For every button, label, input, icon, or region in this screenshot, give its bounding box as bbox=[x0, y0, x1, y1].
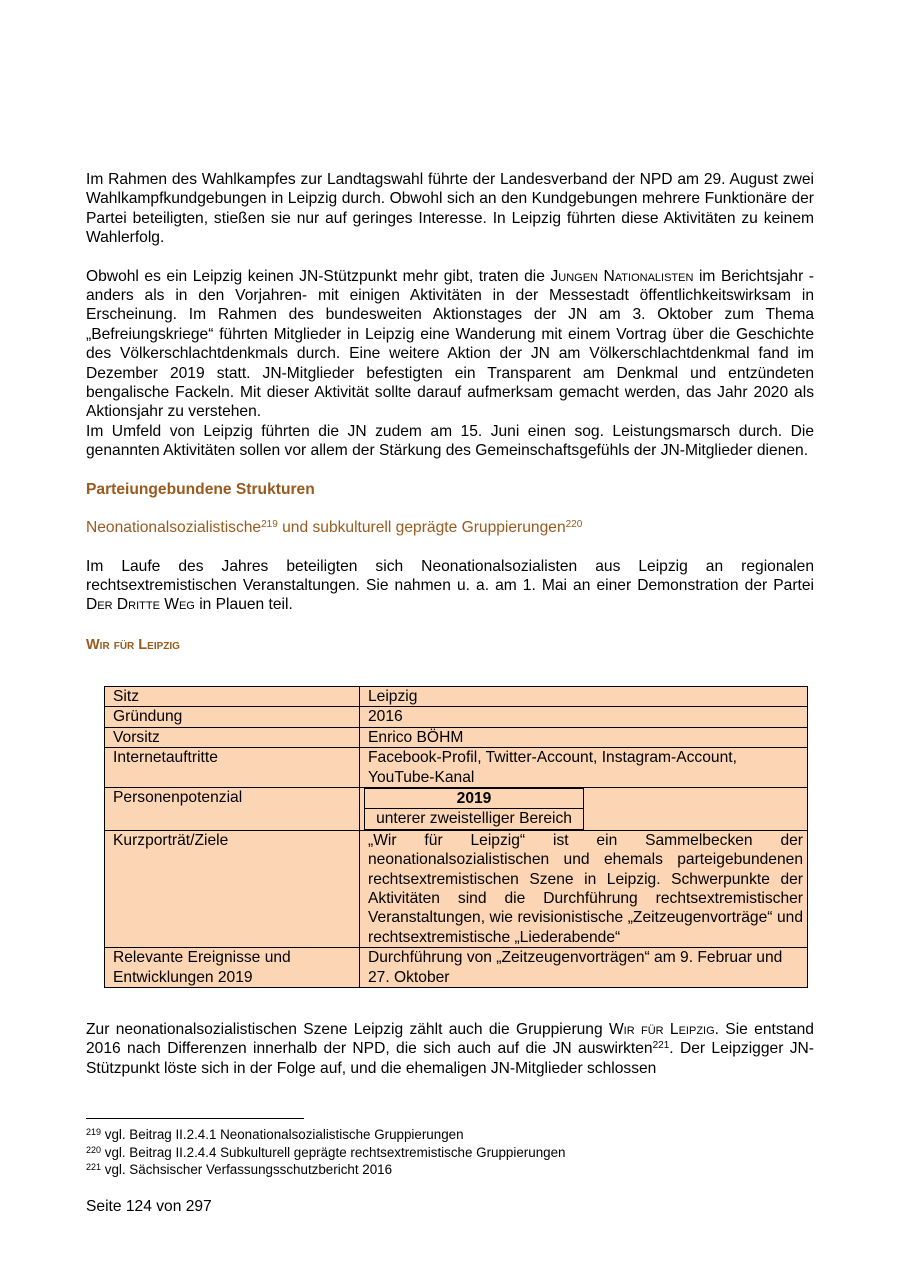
table-label: Personenpotenzial bbox=[105, 788, 360, 831]
paragraph-jn-aktivitaeten bbox=[86, 267, 814, 422]
personenpotenzial-table bbox=[364, 788, 584, 830]
personen-value: unterer zweistelliger Bereich bbox=[365, 809, 584, 829]
org-name-wir-fuer-leipzig: Wir für Leipzig bbox=[608, 1021, 715, 1038]
table-value: Leipzig bbox=[360, 687, 808, 707]
paragraph-text: in Plauen teil. bbox=[194, 596, 293, 614]
paragraph-text: Obwohl es ein Leipzig keinen JN-Stützpunkt mehr gibt, traten die bbox=[86, 267, 551, 285]
footnote-text: vgl. Beitrag II.2.4.4 Subkulturell geprägte rechtsextremistische Gruppierungen bbox=[101, 1144, 566, 1160]
paragraph-text: . Der Leipzigger JN-Stützpunkt löste sich in der Folge auf, und die ehemaligen JN-Mitglieder schlossen bbox=[86, 1040, 814, 1077]
table-label: Gründung bbox=[105, 707, 360, 727]
paragraph-text: . Sie entstand 2016 nach Differenzen innerhalb der NPD, die sich auch auf die JN auswirkten bbox=[86, 1021, 814, 1058]
personen-year: 2019 bbox=[365, 789, 584, 809]
footnote-text: vgl. Sächsischer Verfassungsschutzbericht 2016 bbox=[101, 1162, 393, 1178]
paragraph-wir-fuer-leipzig bbox=[86, 1020, 814, 1078]
footnote-ref-221: 221 bbox=[652, 1040, 670, 1052]
table-row bbox=[105, 748, 808, 788]
paragraph-regionale-veranstaltungen bbox=[86, 557, 814, 615]
footnote-number: 219 bbox=[86, 1127, 102, 1137]
table-row bbox=[105, 707, 808, 727]
page-number: Seite 124 von 297 bbox=[86, 1198, 212, 1215]
table-value: Enrico BÖHM bbox=[360, 727, 808, 747]
table-value: Durchführung von „Zeitzeugenvorträgen“ am 9. Februar und 27. Oktober bbox=[360, 948, 808, 988]
table-label: Vorsitz bbox=[105, 727, 360, 747]
table-row bbox=[105, 687, 808, 707]
org-title: Wir für Leipzig bbox=[86, 636, 180, 653]
footnote-ref-220: 220 bbox=[565, 519, 583, 531]
table-value bbox=[360, 788, 808, 831]
table-label: Kurzporträt/Ziele bbox=[105, 830, 360, 947]
footnote-ref-219: 219 bbox=[261, 519, 278, 531]
table-label: Sitz bbox=[105, 687, 360, 707]
paragraph-text: im Berichtsjahr -anders als in den Vorjahren- mit einigen Aktivitäten in der Messestadt öffentlichkeitswirksam in Erscheinung. Im Rahmen des bundesweiten Aktionstages der JN am 3. Oktober zum Thema „Befreiungskriege“ führten Mitglieder in Leipzig eine Wanderung mit einem Vortrag über die Geschichte des Völkerschlachtdenkmals durch. Eine weitere Aktion der JN am Völkerschlachtdenkmal fand im Dezember 2019 statt. JN-Mitglieder befestigten ein Transparent am Denkmal und entzündeten bengalische Fackeln. Mit dieser Aktivität sollte darauf aufmerksam gemacht werden, das Jahr 2020 als Aktionsjahr zu verstehen. bbox=[86, 267, 814, 421]
table-label: Internetauftritte bbox=[105, 748, 360, 788]
footnote-number: 220 bbox=[86, 1144, 102, 1155]
table-value: 2016 bbox=[360, 707, 808, 727]
org-name-junge-nationalisten: Jungen Nationalisten bbox=[550, 267, 694, 285]
paragraph-leistungsmarsch: Im Umfeld von Leipzig führten die JN zudem am 15. Juni einen sog. Leistungsmarsch durch. Die genannten Aktivitäten sollen vor allem der Stärkung des Gemeinschaftsgefühls der JN-Mitglieder dienen. bbox=[86, 422, 814, 460]
paragraph-text: Zur neonationalsozialistischen Szene Leipzig zählt auch die Gruppierung bbox=[86, 1021, 609, 1038]
footnote-divider bbox=[86, 1118, 304, 1119]
footnote-number: 221 bbox=[86, 1162, 102, 1173]
table-value: Facebook-Profil, Twitter-Account, Instagram-Account, YouTube-Kanal bbox=[360, 748, 808, 788]
org-name-der-dritte-weg: Der Dritte Weg bbox=[86, 596, 195, 614]
org-info-table bbox=[104, 686, 808, 988]
table-value: „Wir für Leipzig“ ist ein Sammelbecken der neonationalsozialistischen und ehemals parteigebundenen rechtsextremistischen Szene in Leipzig. Schwerpunkte der Aktivitäten sind die Durchführung rechtsextremistischer Veranstaltungen, wie revisionistische „Zeitzeugenvorträge“ und rechtsextremistische „Liederabende“ bbox=[360, 830, 808, 947]
subsection-text: und subkulturell geprägte Gruppierungen bbox=[277, 519, 566, 537]
paragraph-npd-wahlkampf: Im Rahmen des Wahlkampfes zur Landtagswahl führte der Landesverband der NPD am 29. August zwei Wahlkampfkundgebungen in Leipzig durch. Obwohl sich an den Kundgebungen mehrere Funktionäre der Partei beteiligten, stießen sie nur auf geringes Interesse. In Leipzig führten diese Aktivitäten zu keinem Wahlerfolg. bbox=[86, 171, 814, 247]
table-row bbox=[105, 727, 808, 747]
footnote-text: vgl. Beitrag II.2.4.1 Neonationalsozialistische Gruppierungen bbox=[101, 1127, 464, 1142]
page-body bbox=[86, 170, 814, 1077]
footnote-221 bbox=[86, 1161, 814, 1179]
footnote-219 bbox=[86, 1126, 814, 1144]
table-label: Relevante Ereignisse und Entwicklungen 2019 bbox=[105, 948, 360, 988]
paragraph-text: Im Laufe des Jahres beteiligten sich Neonationalsozialisten aus Leipzig an regionalen rechtsextremistischen Veranstaltungen. Sie nahmen u. a. am 1. Mai an einer Demonstration der Partei bbox=[86, 557, 814, 594]
subsection-heading bbox=[86, 518, 814, 537]
table-row bbox=[105, 830, 808, 947]
table-row bbox=[105, 788, 808, 831]
footnotes bbox=[86, 1126, 814, 1179]
footnote-220 bbox=[86, 1144, 814, 1162]
section-heading: Parteiungebundene Strukturen bbox=[86, 480, 315, 498]
table-row bbox=[105, 948, 808, 988]
subsection-text: Neonationalsozialistische bbox=[86, 519, 262, 537]
